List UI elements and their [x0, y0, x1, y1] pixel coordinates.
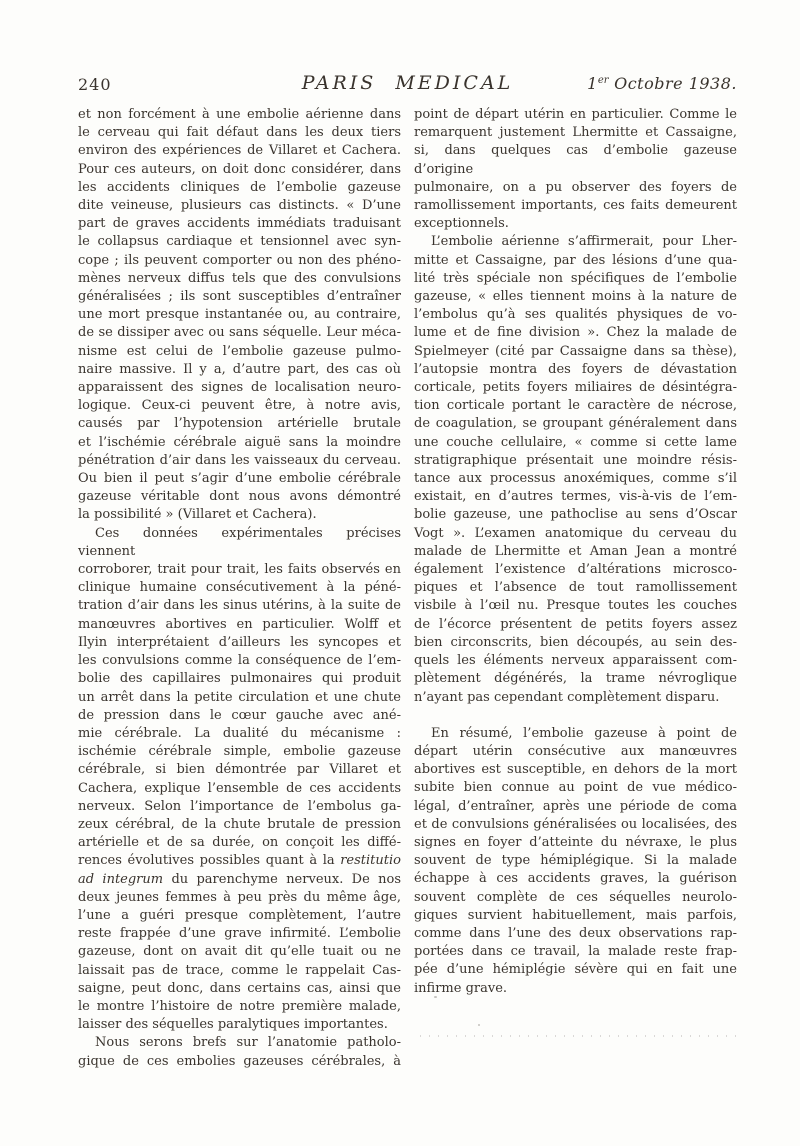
text-line: l’embolus qu’à ses qualités physiques de vo- [414, 307, 737, 323]
text-line: causés par l’hypotension artérielle brutale [78, 416, 401, 432]
text-line: L’embolie aérienne s’affirmerait, pour Lher- [431, 234, 737, 250]
text-line: abortives est susceptible, en dehors de la mort [414, 762, 737, 778]
text-line: tion corticale portant le caractère de nécrose, [414, 398, 737, 414]
text-line: Cachera, explique l’ensemble de ces accidents [78, 780, 401, 796]
text-line: point de départ utérin en particulier. Comme le [414, 107, 737, 122]
text-line: ramollissement importants, ces faits demeurent [414, 198, 737, 214]
text-line: l’une a guéri presque complètement, l’autre [78, 907, 401, 923]
text-line: Ces données expérimentales précises viennent [78, 525, 401, 559]
paragraph [78, 106, 401, 525]
paragraph [414, 106, 737, 233]
text-line: pulmonaire, on a pu observer des foyers de [414, 179, 737, 195]
text-line: Nous serons brefs sur l’anatomie patholo- [95, 1035, 401, 1051]
text-line: mitte et Cassaigne, par des lésions d’une qua- [414, 252, 737, 268]
text-line: souvent complète de ces séquelles neurolo- [414, 889, 737, 905]
text-line: un arrêt dans la petite circulation et une chute [78, 689, 401, 705]
text-line: portées dans ce travail, la malade reste frap- [414, 944, 737, 960]
text-line: l’autopsie montra des foyers de dévastation [414, 361, 737, 377]
paragraph [414, 725, 737, 998]
text-line: comme dans l’une des deux observations rap- [414, 925, 737, 941]
text-line: quels les éléments nerveux apparaissent com- [414, 653, 737, 669]
text-line: nerveux. Selon l’importance de l’embolus ga- [78, 798, 401, 814]
text-line: remarquent justement Lhermitte et Cassaigne, [414, 125, 737, 141]
text-line: logique. Ceux-ci peuvent être, à notre avis, [78, 398, 401, 414]
text-line: malade de Lhermitte et Aman Jean a montré [414, 543, 737, 559]
text-line: En résumé, l’embolie gazeuse à point de [431, 725, 737, 741]
text-line: apparaissent des signes de localisation neuro- [78, 380, 401, 396]
text-line: saigne, peut donc, dans certains cas, ainsi que [78, 980, 401, 996]
text-line: généralisées ; ils sont susceptibles d’entraîner [78, 289, 401, 305]
text-line: les convulsions comme la conséquence de l’em- [78, 653, 401, 669]
text-line: et non forcément à une embolie aérienne dans [78, 107, 401, 122]
text-line: stratigraphique présentait une moindre résis- [414, 452, 737, 468]
text-line: échappe à ces accidents graves, la guérison [414, 871, 737, 887]
text-line: Ilyin interprétaient d’ailleurs les syncopes et [78, 634, 401, 650]
text-line: ischémie cérébrale simple, embolie gazeuse [78, 744, 401, 760]
issue-date [587, 74, 737, 93]
paragraph [414, 233, 737, 706]
text-line: laisser des séquelles paralytiques importantes. [78, 1017, 388, 1033]
page-header [78, 72, 737, 98]
page-number: 240 [78, 75, 112, 94]
text-line: Spielmeyer (cité par Cassaigne dans sa thèse), [414, 343, 737, 359]
right-column [414, 106, 737, 1071]
text-line: gazeuse véritable dont nous avons démontré [78, 489, 401, 505]
text-line: piques et l’absence de tout ramollissement [414, 580, 737, 596]
text-line: giques survient habituellement, mais parfois, [414, 907, 737, 923]
text-line: gique de ces embolies gazeuses cérébrales, à [78, 1053, 401, 1069]
text-line: corroborer, trait pour trait, les faits observés en [78, 562, 401, 578]
text-line: pénétration d’air dans les vaisseaux du cerveau. [78, 452, 401, 468]
text-line: ad integrum du parenchyme nerveux. De nos [78, 871, 402, 887]
text-line: une couche cellulaire, « comme si cette lame [414, 434, 737, 450]
paragraph [78, 1034, 401, 1070]
text-line: pée d’une hémiplégie sévère qui en fait une [414, 962, 737, 978]
issue-date-rest: Octobre 1938. [608, 74, 737, 93]
text-line: de pression dans le cœur gauche avec ané- [78, 707, 401, 723]
text-line: légal, d’entraîner, après une période de coma [414, 798, 737, 814]
text-line: subite bien connue au point de vue médico- [414, 780, 737, 796]
text-line: de coagulation, se groupant généralement dans [414, 416, 737, 432]
text-line: manœuvres abortives en particulier. Wolff et [78, 616, 401, 632]
text-line: de se dissiper avec ou sans séquelle. Leur méca- [78, 325, 401, 341]
scan-speck-row [420, 1035, 736, 1037]
text-line: cérébrale, si bien démontrée par Villaret et [78, 762, 401, 778]
text-line: clinique humaine consécutivement à la péné- [78, 580, 401, 596]
text-line: n’ayant pas cependant complètement disparu. [414, 689, 720, 705]
text-line: nisme est celui de l’embolie gazeuse pulmo- [78, 343, 401, 359]
text-line: également l’existence d’altérations microsco- [414, 562, 737, 578]
text-line: dite veineuse, plusieurs cas distincts. « D’une [78, 198, 401, 214]
text-line: visbile à l’œil nu. Presque toutes les couches [414, 598, 737, 614]
text-line: et de convulsions généralisées ou localisées, des [414, 816, 737, 832]
text-line: le collapsus cardiaque et tensionnel avec syn- [78, 234, 401, 250]
text-line: laissait pas de trace, comme le rappelait Cas- [78, 962, 401, 978]
text-line: corticale, petits foyers miliaires de désintégra- [414, 380, 737, 396]
text-line: la possibilité » (Villaret et Cachera). [78, 507, 317, 523]
text-line: zeux cérébral, de la chute brutale de pression [78, 816, 401, 832]
text-line: gazeuse, « elles tiennent moins à la nature de [414, 289, 737, 305]
text-line: part de graves accidents immédiats traduisant [78, 216, 401, 232]
text-line: de l’écorce présentent de petits foyers assez [414, 616, 737, 632]
text-line: cope ; ils peuvent comporter ou non des phéno- [78, 252, 401, 268]
issue-date-ordinal: er [597, 75, 609, 86]
text-line: lité très spéciale non spécifiques de l’embolie [414, 270, 737, 286]
text-line: naire massive. Il y a, d’autre part, des cas où [78, 361, 401, 377]
text-line: tance aux processus anoxémiques, comme s’il [414, 471, 737, 487]
text-line: gazeuse, dont on avait dit qu’elle tuait ou ne [78, 944, 401, 960]
text-line: Ou bien il peut s’agir d’une embolie cérébrale [78, 471, 401, 487]
text-line: mènes nerveux diffus tels que des convulsions [78, 270, 401, 286]
text-line: le montre l’histoire de notre première malade, [78, 998, 401, 1014]
text-line: mie cérébrale. La dualité du mécanisme : [78, 725, 401, 741]
text-line: deux jeunes femmes à peu près du même âge, [78, 889, 401, 905]
text-line: lume et de fine division ». Chez la malade de [414, 325, 737, 341]
text-line: départ utérin consécutive aux manœuvres [414, 743, 737, 759]
issue-date-day: 1 [587, 74, 598, 93]
text-line: et l’ischémie cérébrale aiguë sans la moindre [78, 434, 401, 450]
text-line: environ des expériences de Villaret et Cachera. [78, 143, 401, 159]
two-column-text-body [78, 106, 737, 1071]
text-line: Pour ces auteurs, on doit donc considérer, dans [78, 161, 401, 177]
text-line: si, dans quelques cas d’embolie gazeuse d’origine [414, 143, 737, 177]
left-column [78, 106, 401, 1071]
text-line: exceptionnels. [414, 216, 509, 232]
text-line: bolie des capillaires pulmonaires qui produit [78, 671, 401, 687]
text-line: existait, en d’autres termes, vis-à-vis de l’em- [414, 489, 737, 505]
text-line: une mort presque instantanée ou, au contraire, [78, 307, 401, 323]
text-line: le cerveau qui fait défaut dans les deux tiers [78, 125, 401, 141]
text-line: bien circonscrits, bien découpés, au sein des- [414, 634, 737, 650]
text-line: Vogt ». L’examen anatomique du cerveau du [414, 525, 737, 541]
scan-speck [478, 1024, 480, 1026]
text-line: reste frappée d’une grave infirmité. L’embolie [78, 926, 401, 942]
text-line: tration d’air dans les sinus utérins, à la suite de [78, 598, 401, 614]
text-line: infirme grave. [414, 980, 508, 996]
text-line: artérielle et de sa durée, on conçoit les diffé- [78, 835, 401, 851]
paragraph [78, 525, 401, 1035]
text-line: bolie gazeuse, une pathoclise au sens d’Oscar [414, 507, 737, 523]
text-line: signes en foyer d’atteinte du névraxe, le plus [414, 834, 737, 850]
text-line: rences évolutives possibles quant à la restitutio [78, 853, 401, 869]
scan-speck [434, 996, 437, 998]
journal-title: PARIS MEDICAL [301, 72, 514, 94]
text-line: plètement dégénérés, la trame névroglique [414, 671, 737, 687]
text-line: les accidents cliniques de l’embolie gazeuse [78, 179, 401, 195]
text-line: souvent de type hémiplégique. Si la malade [414, 853, 737, 869]
